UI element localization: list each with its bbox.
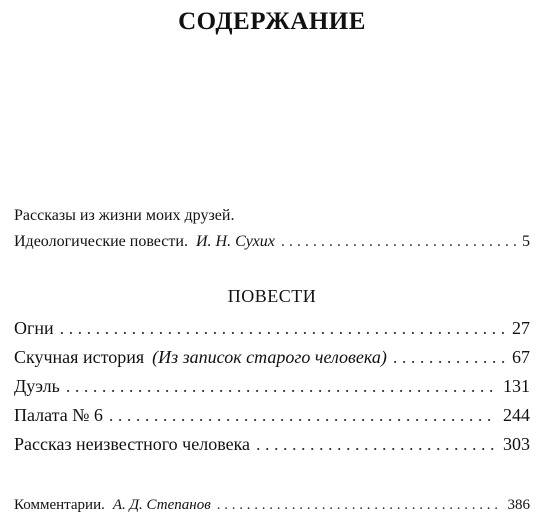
toc-entry-palata-6[interactable] — [14, 405, 530, 426]
toc-entry-title: Скучная история — [14, 347, 145, 367]
page-title: СОДЕРЖАНИЕ — [178, 8, 366, 35]
toc-entry-subtitle: (Из записок старого человека) — [152, 347, 387, 367]
dot-leader — [109, 405, 497, 426]
toc-entry-rasskaz-neizvestnogo[interactable] — [14, 434, 530, 455]
toc-entry-title: Дуэль — [14, 376, 60, 396]
toc-entry-ogni[interactable] — [14, 318, 530, 339]
dot-leader — [60, 318, 506, 339]
toc-entry-page: 27 — [512, 318, 530, 338]
comments-page-number: 386 — [507, 497, 530, 513]
dot-leader — [281, 233, 516, 251]
toc-entry-skuchnaya-istoriya[interactable] — [14, 347, 530, 368]
toc-entry-page: 244 — [503, 405, 530, 425]
section-title: ПОВЕСТИ — [227, 286, 317, 306]
toc-entry-page: 303 — [503, 434, 530, 454]
intro-author: И. Н. Сухих — [195, 233, 275, 250]
intro-entry-line-1 — [14, 207, 530, 225]
dot-leader — [393, 347, 506, 368]
toc-entry-duel[interactable] — [14, 376, 530, 397]
toc-entry-page: 67 — [512, 347, 530, 367]
toc-entry-title: Огни — [14, 318, 54, 338]
comments-author: А. Д. Степанов — [112, 497, 211, 513]
intro-title-line-2: Идеологические повести. — [14, 233, 188, 250]
toc-entry-title: Палата № 6 — [14, 405, 103, 425]
toc-entry-page: 131 — [503, 376, 530, 396]
intro-entry-line-2[interactable] — [14, 233, 530, 251]
dot-leader — [217, 497, 502, 514]
intro-title-line-1: Рассказы из жизни моих друзей. — [14, 207, 235, 224]
intro-page-number: 5 — [522, 233, 530, 250]
toc-entry-comments[interactable] — [14, 497, 530, 514]
dot-leader — [256, 434, 497, 455]
toc-entry-title: Рассказ неизвестного человека — [14, 434, 251, 454]
comments-title: Комментарии. — [14, 497, 105, 513]
dot-leader — [66, 376, 497, 397]
